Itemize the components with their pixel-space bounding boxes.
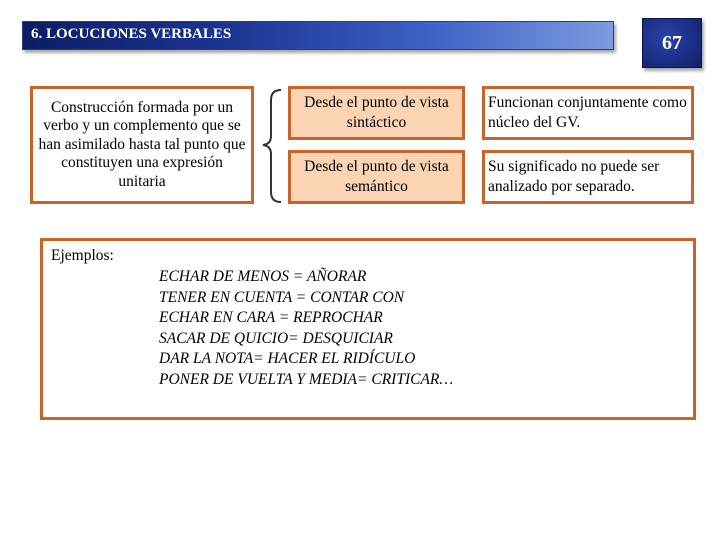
- aspect-cell-semantic: [288, 150, 465, 204]
- title-bar: [22, 21, 614, 50]
- example-item: ECHAR EN CARA = REPROCHAR: [159, 309, 383, 326]
- page-title: 6. LOCUCIONES VERBALES: [31, 26, 232, 42]
- description-text: Su significado no puede ser analizado por separado.: [488, 158, 660, 195]
- example-item: SACAR DE QUICIO= DESQUICIAR: [159, 329, 393, 347]
- definition-box: [30, 86, 254, 204]
- example-item: ECHAR DE MENOS = AÑORAR: [159, 268, 367, 285]
- aspect-label: Desde el punto de vista semántico: [304, 158, 449, 195]
- examples-label: Ejemplos:: [51, 247, 114, 264]
- example-item: TENER EN CUENTA = CONTAR CON: [159, 288, 405, 306]
- brace-connector: [255, 86, 285, 206]
- examples-list: [159, 267, 453, 390]
- aspect-label: Desde el punto de vista sintáctico: [304, 94, 449, 131]
- definition-text: Construcción formada por un verbo y un complemento que se han asimilado hasta tal punto que constituyen una expresión unitaria: [38, 98, 246, 190]
- aspect-cell-syntactic: [288, 86, 465, 140]
- page-number: 67: [662, 32, 682, 54]
- page-number-badge: [642, 18, 702, 68]
- description-text: Funcionan conjuntamente como núcleo del GV.: [488, 94, 687, 131]
- description-cell-syntactic: [482, 86, 694, 140]
- example-item: DAR LA NOTA= HACER EL RIDÍCULO: [159, 350, 416, 367]
- example-item: PONER DE VUELTA Y MEDIA= CRITICAR…: [159, 370, 454, 388]
- examples-box: [40, 238, 696, 420]
- description-cell-semantic: [482, 150, 694, 204]
